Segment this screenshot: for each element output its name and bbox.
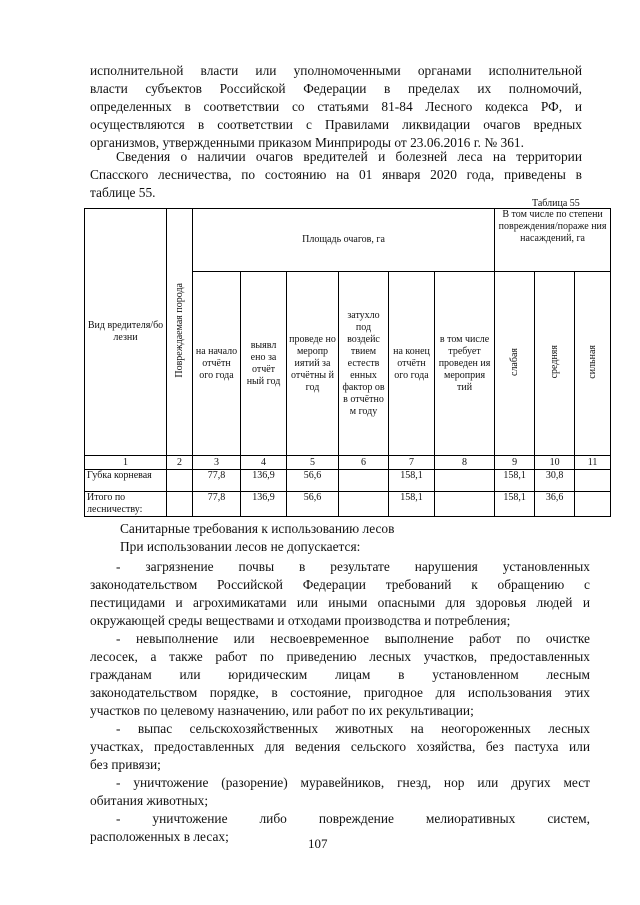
text-line: законодательством Российской Федерации требований к обращению с <box>90 577 590 592</box>
section-title: Санитарные требования к использованию лесов <box>120 521 395 536</box>
text-line: власти субъектов Российской Федерации в пределах их полномочий, <box>90 81 582 96</box>
text-line: Спасского лесничества, по состоянию на 01 января 2020 года, приведены в <box>90 167 582 182</box>
cell-area-detected: 136,9 <box>241 470 287 492</box>
cell-damage-medium: 36,6 <box>535 492 575 517</box>
row-pest-name: Итого по лесничеству: <box>85 492 167 517</box>
header-area-end: на конец отчётн ого года <box>389 272 435 456</box>
section-heading <box>120 520 600 556</box>
pest-foci-table <box>84 208 611 517</box>
text-line: осуществляются в соответствии с Правилами ликвидации очагов вредных <box>90 117 582 132</box>
text-line: участков по целевому назначению, или работ по их рекультивации; <box>90 703 474 718</box>
cell-damage-medium: 30,8 <box>535 470 575 492</box>
cell-needs-action <box>435 470 495 492</box>
col-number: 1 <box>85 456 167 470</box>
text-line: определенных в соответствии со статьями 81-84 Лесного кодекса РФ, и <box>90 99 582 114</box>
column-number-row <box>85 456 611 470</box>
text-line: таблице 55. <box>90 185 156 200</box>
intro-paragraph <box>90 62 582 152</box>
cell-area-start: 77,8 <box>193 470 241 492</box>
cell-area-treated: 56,6 <box>287 492 339 517</box>
list-item <box>90 810 590 846</box>
text-line: без привязи; <box>90 757 161 772</box>
header-species <box>167 209 193 456</box>
col-number: 7 <box>389 456 435 470</box>
header-damage-strong <box>575 272 611 456</box>
list-item <box>90 774 590 810</box>
list-item <box>90 630 590 720</box>
header-area-faded: затухло под воздейс твием естеств енных фактор ов в отчётно м году <box>339 272 389 456</box>
cell-area-faded <box>339 492 389 517</box>
text-line: исполнительной власти или уполномоченными органами исполнительной <box>90 63 582 78</box>
row-species <box>167 492 193 517</box>
text-line: окружающей среды веществами и отходами производства и потребления; <box>90 613 511 628</box>
text-line: законодательством порядке, в состояние, пригодное для использования этих <box>90 685 590 700</box>
cell-needs-action <box>435 492 495 517</box>
text-line: организмов, утвержденными приказом Минприроды от 23.06.2016 г. № 361. <box>90 135 524 150</box>
header-area-group: Площадь очагов, га <box>193 209 495 272</box>
header-area-treated: проведе но меропр иятий за отчётны й год <box>287 272 339 456</box>
header-damage-weak-label: слабая <box>508 347 520 376</box>
page-number: 107 <box>308 836 328 851</box>
row-species <box>167 470 193 492</box>
text-line: - выпас сельскохозяйственных животных на неогороженных лесных <box>116 721 590 736</box>
header-area-start: на начало отчётн ого года <box>193 272 241 456</box>
table-row <box>85 470 611 492</box>
text-line: лесосек, а также работ по приведению лесных участков, предоставленных <box>90 649 590 664</box>
cell-damage-strong <box>575 470 611 492</box>
cell-area-detected: 136,9 <box>241 492 287 517</box>
section-subtitle: При использовании лесов не допускается: <box>120 539 361 554</box>
col-number: 11 <box>575 456 611 470</box>
text-line: расположенных в лесах; <box>90 829 229 844</box>
cell-damage-strong <box>575 492 611 517</box>
col-number: 10 <box>535 456 575 470</box>
info-paragraph <box>90 148 582 202</box>
text-line: Сведения о наличии очагов вредителей и болезней леса на территории <box>116 149 582 164</box>
table-caption: Таблица 55 <box>532 198 580 209</box>
text-line: - невыполнение или несвоевременное выполнение работ по очистке <box>116 631 590 646</box>
prohibitions-list <box>90 558 590 846</box>
text-line: - загрязнение почвы в результате нарушения установленных <box>116 559 590 574</box>
table-row-total <box>85 492 611 517</box>
cell-area-treated: 56,6 <box>287 470 339 492</box>
cell-area-end: 158,1 <box>389 492 435 517</box>
cell-area-start: 77,8 <box>193 492 241 517</box>
cell-damage-weak: 158,1 <box>495 492 535 517</box>
col-number: 8 <box>435 456 495 470</box>
cell-area-faded <box>339 470 389 492</box>
col-number: 2 <box>167 456 193 470</box>
col-number: 5 <box>287 456 339 470</box>
cell-area-end: 158,1 <box>389 470 435 492</box>
col-number: 6 <box>339 456 389 470</box>
list-item <box>90 558 590 630</box>
header-damage-strong-label: сильная <box>586 344 598 379</box>
row-pest-name: Губка корневая <box>85 470 167 492</box>
header-damage-group: В том числе по степени повреждения/пораже ния насаждений, га <box>495 209 611 272</box>
list-item <box>90 720 590 774</box>
text-line: пестицидами и агрохимикатами или иными опасными для здоровья людей и <box>90 595 590 610</box>
text-line: участках, предоставленных для ведения сельского хозяйства, без пастуха или <box>90 739 590 754</box>
header-area-needs-action: в том числе требует проведен ия мероприя тий <box>435 272 495 456</box>
text-line: гражданам или юридическим лицам в установленном лесным <box>90 667 590 682</box>
cell-damage-weak: 158,1 <box>495 470 535 492</box>
col-number: 3 <box>193 456 241 470</box>
text-line: обитания животных; <box>90 793 209 808</box>
header-area-detected: выявл ено за отчёт ный год <box>241 272 287 456</box>
header-damage-medium-label: средняя <box>548 344 560 379</box>
header-damage-weak <box>495 272 535 456</box>
text-line: - уничтожение (разорение) муравейников, гнезд, нор или других мест <box>116 775 590 790</box>
header-species-label: Повреждаемая порода <box>173 282 185 378</box>
col-number: 9 <box>495 456 535 470</box>
header-pest-type: Вид вредителя/бо лезни <box>85 209 167 456</box>
text-line: - уничтожение либо повреждение мелиоративных систем, <box>116 811 590 826</box>
header-damage-medium <box>535 272 575 456</box>
col-number: 4 <box>241 456 287 470</box>
